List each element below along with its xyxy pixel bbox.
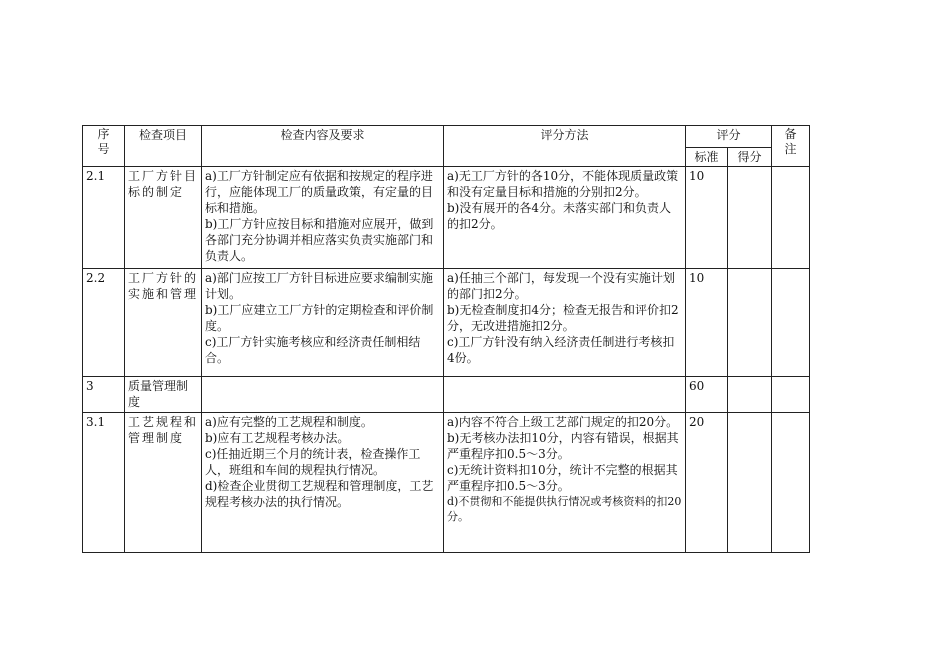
row-got xyxy=(728,413,772,553)
row-method xyxy=(444,413,686,553)
header-item: 检查项目 xyxy=(125,126,202,167)
row-got xyxy=(728,377,772,413)
method-line: c)无统计资料扣10分，统计不完整的根据其严重程序扣0.5～3分。 xyxy=(447,463,678,493)
header-row xyxy=(83,126,810,148)
row-content xyxy=(202,167,444,269)
row-content xyxy=(202,377,444,413)
method-line: b)无考核办法扣10分，内容有错误，根据其严重程序扣0.5～3分。 xyxy=(447,431,679,461)
content-line: c)任抽近期三个月的统计表，检查操作工人，班组和车间的规程执行情况。 xyxy=(205,447,421,477)
row-note xyxy=(772,167,810,269)
header-note-line2: 注 xyxy=(784,142,797,156)
row-got xyxy=(728,269,772,377)
header-seq xyxy=(83,126,125,167)
row-standard: 10 xyxy=(686,269,728,377)
table-row xyxy=(83,167,810,269)
row-content xyxy=(202,413,444,553)
row-seq: 3.1 xyxy=(83,413,125,553)
row-seq: 2.1 xyxy=(83,167,125,269)
method-line: d)不贯彻和不能提供执行情况或考核资料的扣20分。 xyxy=(447,495,682,523)
method-line: b)无检查制度扣4分；检查无报告和评价扣2分，无改进措施扣2分。 xyxy=(447,303,679,333)
content-line: b)工厂应建立工厂方针的定期检查和评价制度。 xyxy=(205,303,434,333)
row-got xyxy=(728,167,772,269)
content-line: a)工厂方针制定应有依据和按规定的程序进行，应能体现工厂的质量政策，有定量的目标和措施。 xyxy=(205,169,434,215)
content-line: c)工厂方针实施考核应和经济责任制相结合。 xyxy=(205,335,421,365)
row-seq: 2.2 xyxy=(83,269,125,377)
content-line: a)部门应按工厂方针目标进应要求编制实施计划。 xyxy=(205,271,433,301)
content-line: d)检查企业贯彻工艺规程和管理制度，工艺规程考核办法的执行情况。 xyxy=(205,479,434,509)
header-content: 检查内容及要求 xyxy=(202,126,444,167)
content-line: a)应有完整的工艺规程和制度。 xyxy=(205,415,373,429)
row-seq: 3 xyxy=(83,377,125,413)
row-note xyxy=(772,413,810,553)
row-method xyxy=(444,167,686,269)
row-method xyxy=(444,269,686,377)
row-item: 工厂方针目标的制定 xyxy=(125,167,202,269)
row-item: 工艺规程和管理制度 xyxy=(125,413,202,553)
row-method xyxy=(444,377,686,413)
table-row xyxy=(83,377,810,413)
header-got: 得分 xyxy=(728,148,772,167)
method-line: b)没有展开的各4分。未落实部门和负责人的扣2分。 xyxy=(447,201,671,231)
row-standard: 20 xyxy=(686,413,728,553)
method-line: a)任抽三个部门，每发现一个没有实施计划的部门扣2分。 xyxy=(447,271,675,301)
method-line: a)内容不符合上级工艺部门规定的扣20分。 xyxy=(447,415,679,429)
header-method: 评分方法 xyxy=(444,126,686,167)
row-note xyxy=(772,269,810,377)
row-note xyxy=(772,377,810,413)
header-note xyxy=(772,126,810,167)
header-score: 评分 xyxy=(686,126,772,148)
content-line: b)应有工艺规程考核办法。 xyxy=(205,431,350,445)
content-line: b)工厂方针应按目标和措施对应展开，做到各部门充分协调并相应落实负责实施部门和负责人。 xyxy=(205,217,434,263)
header-note-line1: 备 xyxy=(784,127,797,141)
method-line: a)无工厂方针的各10分，不能体现质量政策和没有定量目标和措施的分别扣2分。 xyxy=(447,169,679,199)
row-item: 工厂方针的实施和管理 xyxy=(125,269,202,377)
table-row xyxy=(83,413,810,553)
inspection-table xyxy=(82,125,810,553)
row-item: 质量管理制度 xyxy=(125,377,202,413)
header-seq-line2: 号 xyxy=(97,142,110,156)
row-content xyxy=(202,269,444,377)
header-standard: 标准 xyxy=(686,148,728,167)
table-row xyxy=(83,269,810,377)
method-line: c)工厂方针没有纳入经济责任制进行考核扣4份。 xyxy=(447,335,675,365)
header-seq-line1: 序 xyxy=(97,127,110,141)
row-standard: 60 xyxy=(686,377,728,413)
row-standard: 10 xyxy=(686,167,728,269)
